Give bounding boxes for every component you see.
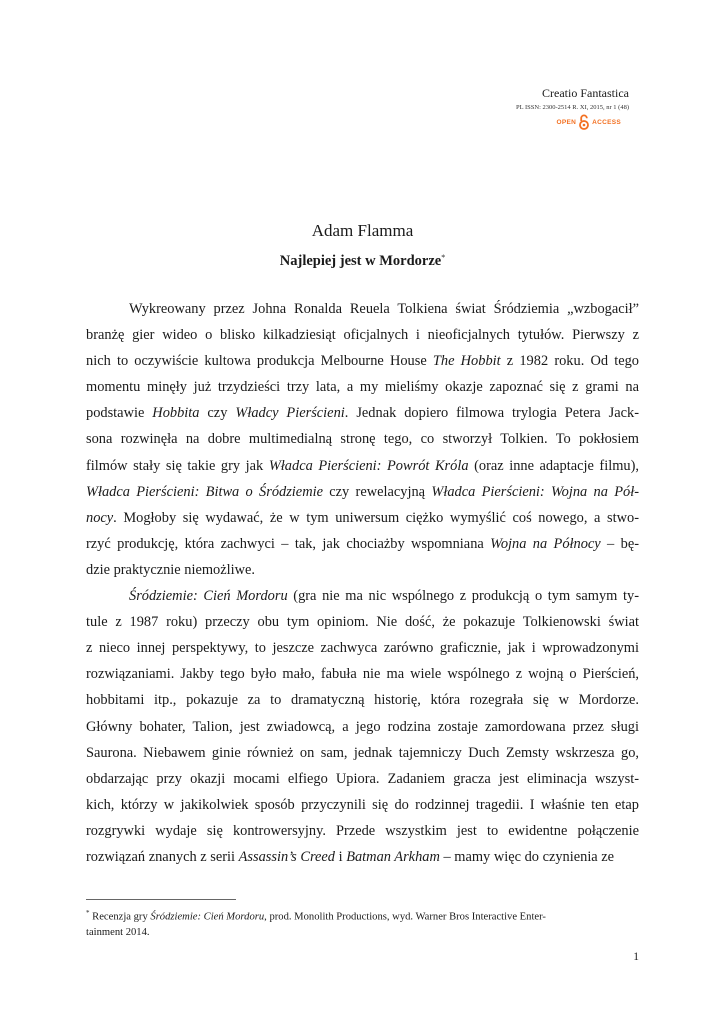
footnote-divider — [86, 899, 236, 900]
text-line: Władca Pierścieni: Bitwa o Śródziemie czy rewelacyjną Władca Pierścieni: Wojna na Pół- — [86, 483, 639, 500]
open-access-label-right: ACCESS — [592, 118, 621, 126]
text-line: rozwiązań znanych z serii Assassin’s Creed i Batman Arkham – mamy więc do czynienia ze — [86, 848, 615, 865]
open-access-lock-icon — [579, 114, 589, 130]
footnote-mark: * — [86, 909, 90, 917]
text-line: nocy. Mogłoby się wydawać, że w tym uniwersum ciężko wymyślić coś nowego, a stwo- — [86, 509, 639, 526]
paragraph-1 — [86, 296, 639, 583]
text-line: Śródziemie: Cień Mordoru (gra nie ma nic wspólnego z produkcją o tym samym ty- — [129, 588, 639, 605]
text-line: rozwiązaniami. Jakby tego było mało, fabuła nie ma wiele wspólnego z wojną o Pierścień, — [86, 666, 639, 683]
text-line: Saurona. Niebawem ginie również on sam, jednak tajemniczy Duch Zemsty wskrzesza go, — [86, 744, 639, 761]
text-line: hobbitami itp., pokazuje za to dramatyczną historię, która rozegrała się w Mordorze. — [86, 692, 639, 709]
footnote — [86, 906, 639, 940]
article-body — [86, 296, 639, 870]
open-access-badge — [516, 114, 621, 130]
text-line: filmów stały się takie gry jak Władca Pierścieni: Powrót Króla (oraz inne adaptacje filmu), — [86, 457, 639, 474]
open-access-label-left: OPEN — [556, 118, 577, 126]
text-line: sona rozwinęła na dobre multimedialną stronę tego, co stworzył Tolkien. To pokłosiem — [86, 431, 639, 448]
article-title — [0, 248, 725, 271]
text-line: tule z 1987 roku) przeczy obu tym opiniom. Nie dość, że pokazuje Tolkienowski świat — [86, 614, 639, 631]
text-line: Główny bohater, Talion, jest zwiadowcą, a jego rodzina zostaje zamordowana przez sługi — [86, 718, 639, 735]
text-line: obdarzając przy okazji mocami elfiego Upiora. Zadaniem gracza jest eliminacja wszyst- — [86, 770, 639, 787]
article-author: Adam Flamma — [311, 221, 414, 240]
text-line: rzyć produkcję, która zachwyci – tak, jak chociażby wspomniana Wojna na Północy – bę- — [86, 535, 639, 552]
journal-masthead — [516, 86, 629, 130]
article-title-text: Najlepiej jest w Mordorze — [279, 253, 442, 269]
text-line: rozgrywki wydaje się kontrowersyjny. Przede wszystkim jest to ewidentne połączenie — [86, 822, 639, 839]
text-line: kich, którzy w jakikolwiek sposób przyczynili się do rodzinnej tragedii. I właśnie ten etap — [86, 796, 639, 813]
text-line: podstawie Hobbita czy Władcy Pierścieni. Jednak dopiero filmowa trylogia Petera Jack- — [86, 405, 639, 422]
footnote-reference-mark: * — [441, 253, 446, 262]
text-line: branżę gier wideo o blisko kilkadziesiąt oficjalnych i nieoficjalnych tytułów. Pierwszy z — [86, 327, 639, 344]
page-number: 1 — [633, 951, 639, 963]
journal-name: Creatio Fantastica — [542, 86, 629, 100]
paragraph-2 — [86, 583, 639, 870]
text-line: z nieco innej perspektywy, to jeszcze zachwyca zarówno graficznie, jak i wprowadzonymi — [86, 640, 639, 657]
text-line: dzie praktycznie niemożliwe. — [86, 561, 256, 578]
issn-line: PL ISSN: 2300-2514 R. XI, 2015, nr 1 (48) — [516, 104, 629, 111]
text-line: nich to oczywiście kultowa produkcja Melbourne House The Hobbit z 1982 roku. Od tego — [86, 353, 639, 370]
footnote-text: Recenzja gry Śródziemie: Cień Mordoru, prod. Monolith Productions, wyd. Warner Bros Interactive Enter- tainment 2014. — [86, 911, 546, 938]
text-line: Wykreowany przez Johna Ronalda Reuela Tolkiena świat Śródziemia „wzbogacił” — [129, 301, 639, 317]
text-line: momentu minęły już trzydzieści trzy lata, a my mieliśmy okazje zapoznać się z grami na — [86, 379, 639, 396]
